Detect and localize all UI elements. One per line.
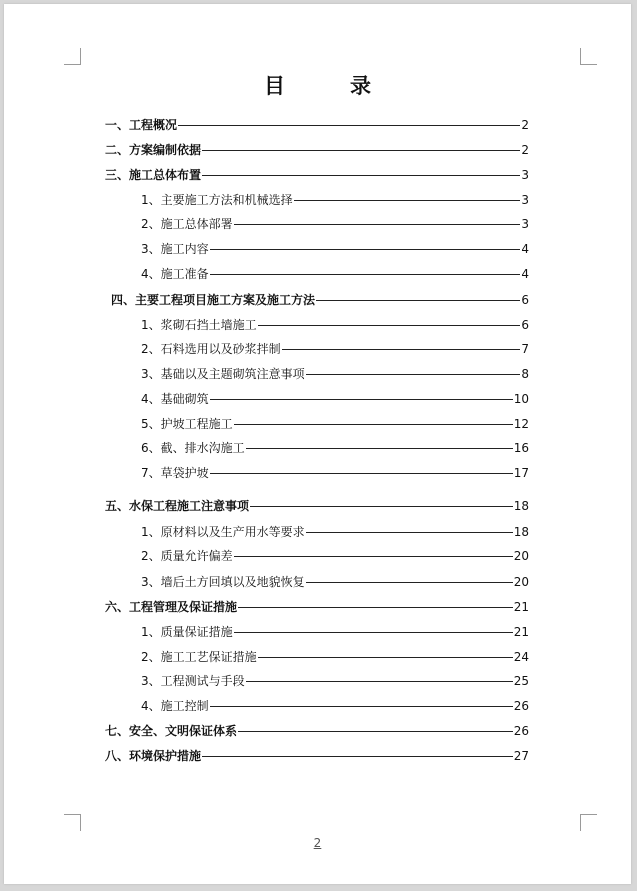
toc-section-entry[interactable] [105, 166, 529, 182]
toc-entry-label: 六、工程管理及保证措施 [105, 600, 238, 614]
toc-subsection-entry[interactable] [141, 547, 529, 563]
toc-entry-label: 5、护坡工程施工 [141, 417, 233, 431]
page-number: 2 [313, 836, 322, 850]
toc-leader-line [234, 556, 513, 557]
toc-subsection-entry[interactable] [141, 191, 529, 207]
toc-entry-label: 一、工程概况 [105, 118, 178, 132]
toc-leader-line [246, 448, 513, 449]
toc-subsection-entry[interactable] [141, 215, 529, 231]
toc-leader-line [238, 607, 513, 608]
toc-entry-page: 16 [513, 441, 529, 455]
toc-entry-page: 21 [513, 625, 529, 639]
toc-entry-label: 1、质量保证措施 [141, 625, 233, 639]
toc-title: 目 录 [264, 74, 393, 98]
toc-entry-label: 四、主要工程项目施工方案及施工方法 [111, 293, 316, 307]
toc-leader-line [306, 582, 513, 583]
toc-entry-label: 1、浆砌石挡土墙施工 [141, 318, 257, 332]
toc-entry-page: 24 [513, 650, 529, 664]
toc-entry-page: 27 [513, 749, 529, 763]
toc-subsection-entry[interactable] [141, 464, 529, 480]
toc-entry-label: 1、主要施工方法和机械选择 [141, 193, 293, 207]
toc-leader-line [210, 473, 513, 474]
toc-entry-label: 3、工程测试与手段 [141, 674, 245, 688]
toc-leader-line [258, 325, 521, 326]
toc-section-entry[interactable] [105, 747, 529, 763]
toc-leader-line [306, 532, 513, 533]
table-of-contents [4, 4, 631, 884]
toc-entry-page: 4 [521, 242, 529, 256]
toc-section-entry[interactable] [105, 141, 529, 157]
toc-subsection-entry[interactable] [141, 415, 529, 431]
toc-entry-page: 26 [513, 699, 529, 713]
toc-entry-label: 3、施工内容 [141, 242, 209, 256]
toc-entry-label: 五、水保工程施工注意事项 [105, 499, 250, 513]
toc-subsection-entry[interactable] [141, 316, 529, 332]
toc-entry-label: 八、环境保护措施 [105, 749, 202, 763]
toc-entry-page: 21 [513, 600, 529, 614]
toc-entry-page: 25 [513, 674, 529, 688]
toc-entry-page: 18 [513, 525, 529, 539]
toc-leader-line [306, 374, 521, 375]
toc-entry-label: 4、施工控制 [141, 699, 209, 713]
toc-entry-page: 2 [521, 118, 529, 132]
toc-entry-label: 6、截、排水沟施工 [141, 441, 245, 455]
toc-leader-line [294, 200, 521, 201]
toc-subsection-entry[interactable] [141, 439, 529, 455]
toc-entry-label: 七、安全、文明保证体系 [105, 724, 238, 738]
toc-entry-label: 二、方案编制依据 [105, 143, 202, 157]
toc-entry-page: 26 [513, 724, 529, 738]
toc-subsection-entry[interactable] [141, 365, 529, 381]
toc-leader-line [210, 249, 521, 250]
document-page [4, 4, 631, 884]
toc-entry-page: 3 [521, 217, 529, 231]
toc-section-entry[interactable] [105, 116, 529, 132]
toc-section-entry[interactable] [105, 598, 529, 614]
toc-entry-label: 4、施工准备 [141, 267, 209, 281]
toc-leader-line [282, 349, 521, 350]
toc-entry-page: 10 [513, 392, 529, 406]
toc-entry-label: 2、质量允许偏差 [141, 549, 233, 563]
toc-section-entry[interactable] [105, 497, 529, 513]
toc-leader-line [234, 424, 513, 425]
toc-subsection-entry[interactable] [141, 390, 529, 406]
toc-entry-page: 20 [513, 575, 529, 589]
toc-entry-label: 4、基础砌筑 [141, 392, 209, 406]
toc-subsection-entry[interactable] [141, 340, 529, 356]
toc-entry-page: 7 [521, 342, 529, 356]
toc-entry-page: 6 [521, 318, 529, 332]
toc-entry-page: 8 [521, 367, 529, 381]
toc-leader-line [210, 706, 513, 707]
toc-entry-page: 3 [521, 168, 529, 182]
toc-subsection-entry[interactable] [141, 523, 529, 539]
toc-leader-line [210, 399, 513, 400]
toc-entry-page: 3 [521, 193, 529, 207]
toc-entry-label: 三、施工总体布置 [105, 168, 202, 182]
toc-entry-page: 2 [521, 143, 529, 157]
toc-leader-line [202, 150, 520, 151]
toc-entry-page: 6 [521, 293, 529, 307]
toc-leader-line [250, 506, 513, 507]
toc-leader-line [202, 756, 513, 757]
toc-entry-page: 20 [513, 549, 529, 563]
toc-subsection-entry[interactable] [141, 573, 529, 589]
toc-subsection-entry[interactable] [141, 672, 529, 688]
toc-leader-line [210, 274, 521, 275]
toc-subsection-entry[interactable] [141, 240, 529, 256]
toc-subsection-entry[interactable] [141, 697, 529, 713]
toc-section-entry[interactable] [111, 291, 529, 307]
toc-entry-page: 12 [513, 417, 529, 431]
toc-entry-label: 2、石料选用以及砂浆拌制 [141, 342, 281, 356]
toc-subsection-entry[interactable] [141, 265, 529, 281]
toc-entry-label: 3、墙后土方回填以及地貌恢复 [141, 575, 305, 589]
toc-leader-line [238, 731, 513, 732]
toc-subsection-entry[interactable] [141, 648, 529, 664]
toc-entry-label: 1、原材料以及生产用水等要求 [141, 525, 305, 539]
toc-entry-page: 18 [513, 499, 529, 513]
toc-leader-line [258, 657, 513, 658]
toc-leader-line [234, 632, 513, 633]
toc-leader-line [246, 681, 513, 682]
toc-entry-label: 2、施工总体部署 [141, 217, 233, 231]
toc-entry-page: 17 [513, 466, 529, 480]
toc-leader-line [178, 125, 520, 126]
toc-leader-line [316, 300, 520, 301]
toc-leader-line [202, 175, 520, 176]
toc-entry-label: 3、基础以及主题砌筑注意事项 [141, 367, 305, 381]
toc-entry-label: 7、草袋护坡 [141, 466, 209, 480]
toc-subsection-entry[interactable] [141, 623, 529, 639]
toc-entry-page: 4 [521, 267, 529, 281]
toc-section-entry[interactable] [105, 722, 529, 738]
toc-leader-line [234, 224, 521, 225]
toc-entry-label: 2、施工工艺保证措施 [141, 650, 257, 664]
